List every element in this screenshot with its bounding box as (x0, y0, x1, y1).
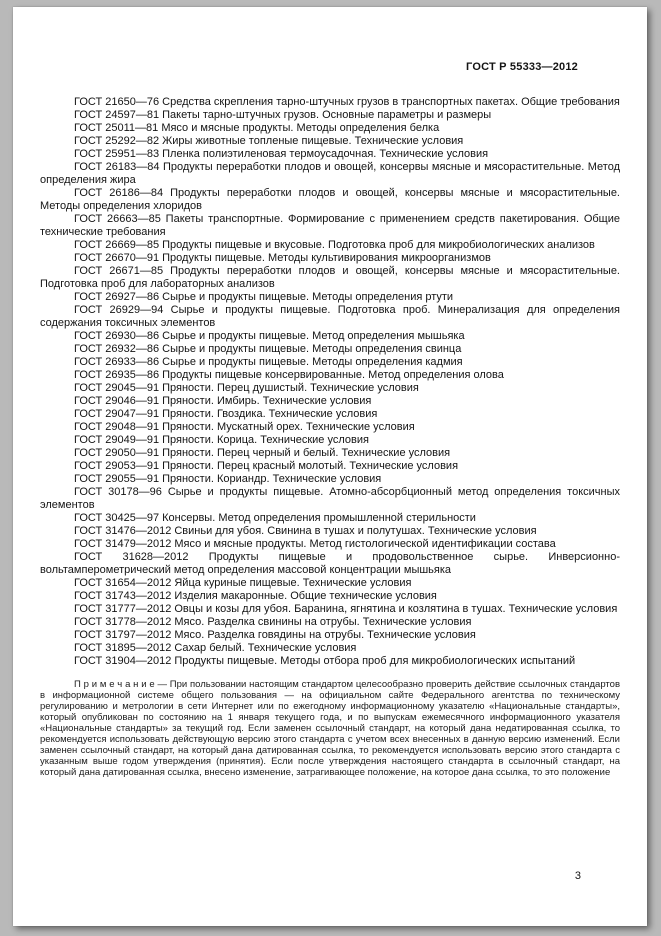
standard-entry: ГОСТ 29047—91 Пряности. Гвоздика. Технические условия (74, 408, 378, 420)
standard-entry: ГОСТ 31797—2012 Мясо. Разделка говядины на отрубы. Технические условия (74, 629, 476, 641)
standard-entry: ГОСТ 31904—2012 Продукты пищевые. Методы отбора проб для микробиологических испытаний (74, 655, 576, 667)
note-paragraph: П р и м е ч а н и е — При пользовании настоящим стандартом целесообразно проверить действие ссылочных стандартов в информационной системе общего пользования — на официальном сайте Федерального агентства по техническому регулированию и метрологии в сети Интернет или по ежегодному информационному указателю «Национальные стандарты», который опубликован по состоянию на 1 января текущего года, и по выпускам ежемесячного информационного указателя «Национальные стандарты» за текущий год. Если заменен ссылочный стандарт, на который дана недатированная ссылка, то рекомендуется использовать действующую версию этого стандарта с учетом всех внесенных в данную версию изменений. Если заменен ссылочный стандарт, на который дана датированная ссылка, то рекомендуется использовать версию этого стандарта с указанным выше годом утверждения (принятия). Если после утверждения настоящего стандарта в ссылочный стандарт, на который дана датированная ссылка, внесено изменение, затрагивающее положение, на которое дана ссылка, то это положение (40, 679, 620, 778)
standard-entry: ГОСТ 26935—86 Продукты пищевые консервированные. Метод определения олова (74, 369, 504, 381)
page-number: 3 (574, 870, 581, 882)
standard-entry: ГОСТ 26932—86 Сырье и продукты пищевые. Методы определения свинца (74, 343, 462, 355)
standard-entry: ГОСТ 26671—85 Продукты переработки плодов и овощей, консервы мясные и мясорастительные. Подготовка проб для лабораторных анализов (40, 265, 620, 290)
standard-entry: ГОСТ 29053—91 Пряности. Перец красный молотый. Технические условия (74, 460, 459, 472)
standard-entry: ГОСТ 26186—84 Продукты переработки плодов и овощей, консервы мясные и мясорастительные. Методы определения хлоридов (40, 187, 620, 212)
standard-entry: ГОСТ 29050—91 Пряности. Перец черный и белый. Технические условия (74, 447, 451, 459)
document-header: ГОСТ Р 55333—2012 (466, 61, 578, 73)
standard-entry: ГОСТ 26183—84 Продукты переработки плодов и овощей, консервы мясные и мясорастительные. Метод определения жира (40, 161, 620, 186)
standard-entry: ГОСТ 25011—81 Мясо и мясные продукты. Методы определения белка (74, 122, 440, 134)
standard-entry: ГОСТ 26933—86 Сырье и продукты пищевые. Методы определения кадмия (74, 356, 463, 368)
standard-entry: ГОСТ 30178—96 Сырье и продукты пищевые. Атомно-абсорбционный метод определения токсичных элементов (40, 486, 620, 511)
document-page (13, 7, 647, 926)
standard-entry: ГОСТ 25292—82 Жиры животные топленые пищевые. Технические условия (74, 135, 464, 147)
standard-entry: ГОСТ 30425—97 Консервы. Метод определения промышленной стерильности (74, 512, 476, 524)
standard-entry: ГОСТ 29048—91 Пряности. Мускатный орех. Технические условия (74, 421, 415, 433)
standard-entry: ГОСТ 26663—85 Пакеты транспортные. Формирование с применением средств пакетирования. Общие технические требования (40, 213, 620, 238)
standard-entry: ГОСТ 26669—85 Продукты пищевые и вкусовые. Подготовка проб для микробиологических анализов (74, 239, 595, 251)
standard-entry: ГОСТ 26930—86 Сырье и продукты пищевые. Метод определения мышьяка (74, 330, 465, 342)
standard-entry: ГОСТ 31778—2012 Мясо. Разделка свинины на отрубы. Технические условия (74, 616, 472, 628)
standard-entry: ГОСТ 29055—91 Пряности. Кориандр. Технические условия (74, 473, 382, 485)
standard-entry: ГОСТ 31895—2012 Сахар белый. Технические условия (74, 642, 357, 654)
standard-entry: ГОСТ 29046—91 Пряности. Имбирь. Технические условия (74, 395, 372, 407)
standard-entry: ГОСТ 31654—2012 Яйца куриные пищевые. Технические условия (74, 577, 412, 589)
standard-entry: ГОСТ 31777—2012 Овцы и козы для убоя. Баранина, ягнятина и козлятина в тушах. Технические условия (74, 603, 618, 615)
standard-entry: ГОСТ 26927—86 Сырье и продукты пищевые. Методы определения ртути (74, 291, 454, 303)
standard-entry: ГОСТ 26670—91 Продукты пищевые. Методы культивирования микроорганизмов (74, 252, 491, 264)
standard-entry: ГОСТ 31743—2012 Изделия макаронные. Общие технические условия (74, 590, 437, 602)
standard-entry: ГОСТ 25951—83 Пленка полиэтиленовая термоусадочная. Технические условия (74, 148, 489, 160)
standard-entry: ГОСТ 31479—2012 Мясо и мясные продукты. Метод гистологической идентификации состава (74, 538, 556, 550)
standard-entry: ГОСТ 31628—2012 Продукты пищевые и продовольственное сырье. Инверсионно-вольтамперометрический метод определения массовой концентрации мышьяка (40, 551, 620, 576)
standard-entry: ГОСТ 31476—2012 Свиньи для убоя. Свинина в тушах и полутушах. Технические условия (74, 525, 537, 537)
standard-entry: ГОСТ 29049—91 Пряности. Корица. Технические условия (74, 434, 369, 446)
standard-entry: ГОСТ 26929—94 Сырье и продукты пищевые. Подготовка проб. Минерализация для определения содержания токсичных элементов (40, 304, 620, 329)
standards-list (40, 96, 620, 668)
standard-entry: ГОСТ 29045—91 Пряности. Перец душистый. Технические условия (74, 382, 419, 394)
standard-entry: ГОСТ 24597—81 Пакеты тарно-штучных грузов. Основные параметры и размеры (74, 109, 492, 121)
standard-entry: ГОСТ 21650—76 Средства скрепления тарно-штучных грузов в транспортных пакетах. Общие требования (74, 96, 620, 108)
